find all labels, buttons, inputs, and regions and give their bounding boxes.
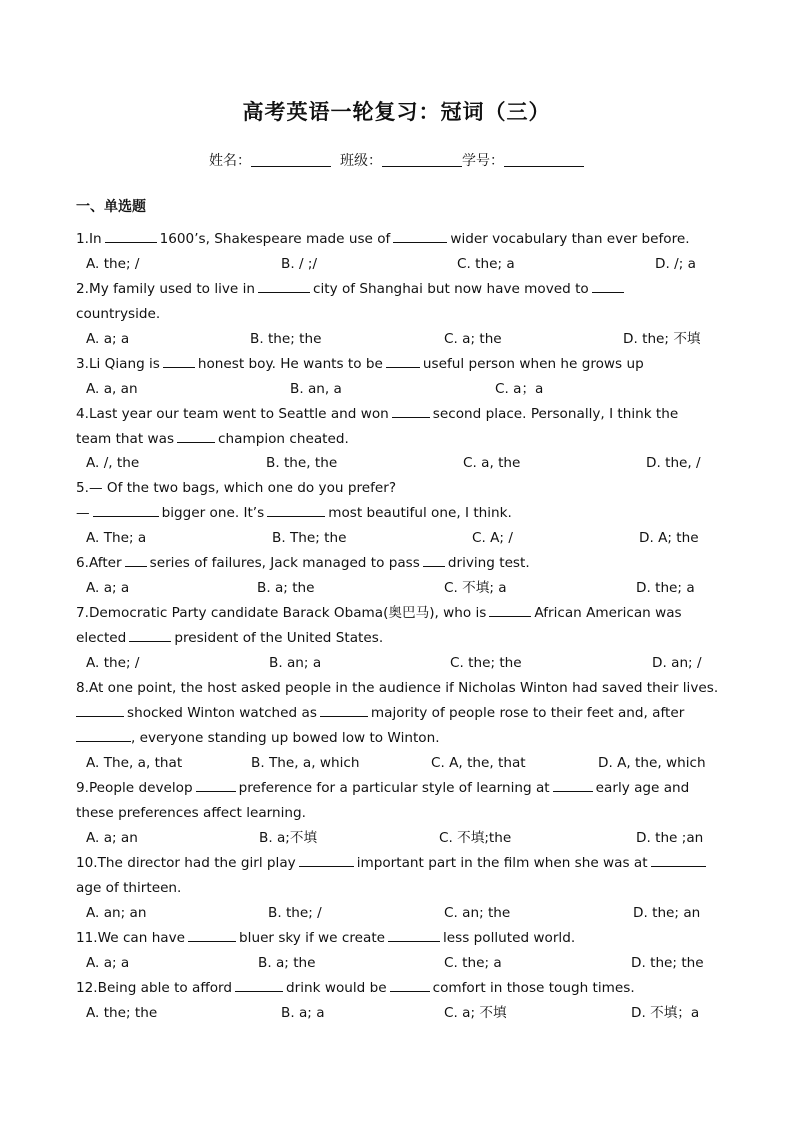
option-c[interactable]: C. the; a — [457, 256, 515, 272]
class-label: 班级： — [339, 153, 382, 169]
options-row — [0, 380, 793, 398]
option-c[interactable]: C. a；a — [495, 381, 544, 397]
option-d[interactable]: D. the; a — [636, 580, 695, 596]
option-a[interactable]: A. The, a, that — [86, 755, 183, 771]
option-a[interactable]: A. an; an — [86, 905, 147, 921]
options-row — [0, 954, 793, 972]
options-row — [0, 1004, 793, 1022]
option-b[interactable]: B. The; the — [272, 530, 347, 546]
question-line: 11.We can have bluer sky if we create less polluted world. — [76, 930, 576, 946]
name-label: 姓名： — [209, 153, 252, 169]
option-b[interactable]: B. the; the — [250, 331, 322, 347]
options-row — [0, 255, 793, 273]
option-a[interactable]: A. a; a — [86, 331, 130, 347]
option-d[interactable]: D. /; a — [655, 256, 696, 272]
option-d[interactable]: D. the; the — [631, 955, 704, 971]
question-line: — bigger one. It’s most beautiful one, I think. — [76, 505, 512, 521]
options-row — [0, 454, 793, 472]
question-line: shocked Winton watched as majority of people rose to their feet and, after — [76, 704, 684, 722]
option-d[interactable]: D. the; an — [633, 905, 701, 921]
option-a[interactable]: A. the; / — [86, 256, 140, 272]
option-b[interactable]: B. / ;/ — [281, 256, 318, 272]
option-c[interactable]: C. a; 不填 — [444, 1005, 507, 1021]
option-d[interactable]: D. the; 不填 — [623, 331, 701, 347]
option-d[interactable]: D. A, the, which — [598, 755, 706, 771]
option-a[interactable]: A. a, an — [86, 381, 138, 397]
option-a[interactable]: A. a; an — [86, 830, 138, 846]
options-row — [0, 654, 793, 672]
option-c[interactable]: C. A, the, that — [431, 755, 526, 771]
option-a[interactable]: A. /, the — [86, 455, 140, 471]
option-a[interactable]: A. a; a — [86, 580, 130, 596]
option-c[interactable]: C. the; a — [444, 955, 502, 971]
question-line: , everyone standing up bowed low to Winton. — [76, 729, 440, 747]
option-a[interactable]: A. the; / — [86, 655, 140, 671]
student-info — [0, 150, 793, 170]
option-a[interactable]: A. the; the — [86, 1005, 158, 1021]
option-d[interactable]: D. the, / — [646, 455, 701, 471]
question-line: 12.Being able to afford drink would be comfort in those tough times. — [76, 980, 635, 996]
options-row — [0, 330, 793, 348]
option-b[interactable]: B. a;不填 — [259, 830, 318, 846]
option-d[interactable]: D. the ;an — [636, 830, 704, 846]
question-line: 10.The director had the girl play important part in the film when she was at — [76, 854, 709, 872]
question-line: 1.In 1600’s, Shakespeare made use of wider vocabulary than ever before. — [76, 231, 690, 247]
id-label: 学号： — [461, 153, 504, 169]
options-row — [0, 579, 793, 597]
option-d[interactable]: D. A; the — [639, 530, 699, 546]
class-blank[interactable] — [382, 152, 462, 167]
question-line: countryside. — [76, 306, 161, 322]
question-line: 6.After series of failures, Jack managed to pass driving test. — [76, 555, 530, 571]
question-line: 9.People develop preference for a particular style of learning at early age and — [76, 780, 690, 796]
id-blank[interactable] — [504, 152, 584, 167]
option-b[interactable]: B. a; the — [258, 955, 316, 971]
option-a[interactable]: A. a; a — [86, 955, 130, 971]
page-title: 高考英语一轮复习：冠词（三） — [242, 100, 551, 124]
question-line: 5.— Of the two bags, which one do you prefer? — [76, 480, 397, 496]
option-d[interactable]: D. an; / — [652, 655, 702, 671]
question-line: 8.At one point, the host asked people in the audience if Nicholas Winton had saved their lives. — [76, 680, 719, 696]
option-b[interactable]: B. an; a — [269, 655, 322, 671]
option-c[interactable]: C. A; / — [472, 530, 513, 546]
question-line: age of thirteen. — [76, 880, 182, 896]
option-b[interactable]: B. a; a — [281, 1005, 325, 1021]
option-c[interactable]: C. a; the — [444, 331, 502, 347]
options-row — [0, 829, 793, 847]
option-b[interactable]: B. The, a, which — [251, 755, 360, 771]
question-line: 3.Li Qiang is honest boy. He wants to be useful person when he grows up — [76, 356, 644, 372]
option-b[interactable]: B. the; / — [268, 905, 322, 921]
question-line: 4.Last year our team went to Seattle and won second place. Personally, I think the — [76, 406, 679, 422]
option-c[interactable]: C. 不填; a — [444, 580, 507, 596]
question-line: elected president of the United States. — [76, 630, 384, 646]
option-c[interactable]: C. an; the — [444, 905, 511, 921]
option-c[interactable]: C. 不填;the — [439, 830, 512, 846]
options-row — [0, 904, 793, 922]
option-b[interactable]: B. an, a — [290, 381, 342, 397]
name-blank[interactable] — [251, 152, 331, 167]
option-b[interactable]: B. the, the — [266, 455, 338, 471]
question-line: 2.My family used to live in city of Shanghai but now have moved to — [76, 280, 627, 298]
question-line: team that was champion cheated. — [76, 431, 349, 447]
option-c[interactable]: C. the; the — [450, 655, 522, 671]
option-d[interactable]: D. 不填；a — [631, 1005, 700, 1021]
question-line: 7.Democratic Party candidate Barack Obama(奥巴马), who is African American was — [76, 605, 682, 621]
section-heading: 一、单选题 — [76, 199, 146, 215]
options-row — [0, 529, 793, 547]
option-c[interactable]: C. a, the — [463, 455, 521, 471]
option-a[interactable]: A. The; a — [86, 530, 147, 546]
option-b[interactable]: B. a; the — [257, 580, 315, 596]
options-row — [0, 754, 793, 772]
question-line: these preferences affect learning. — [76, 805, 306, 821]
